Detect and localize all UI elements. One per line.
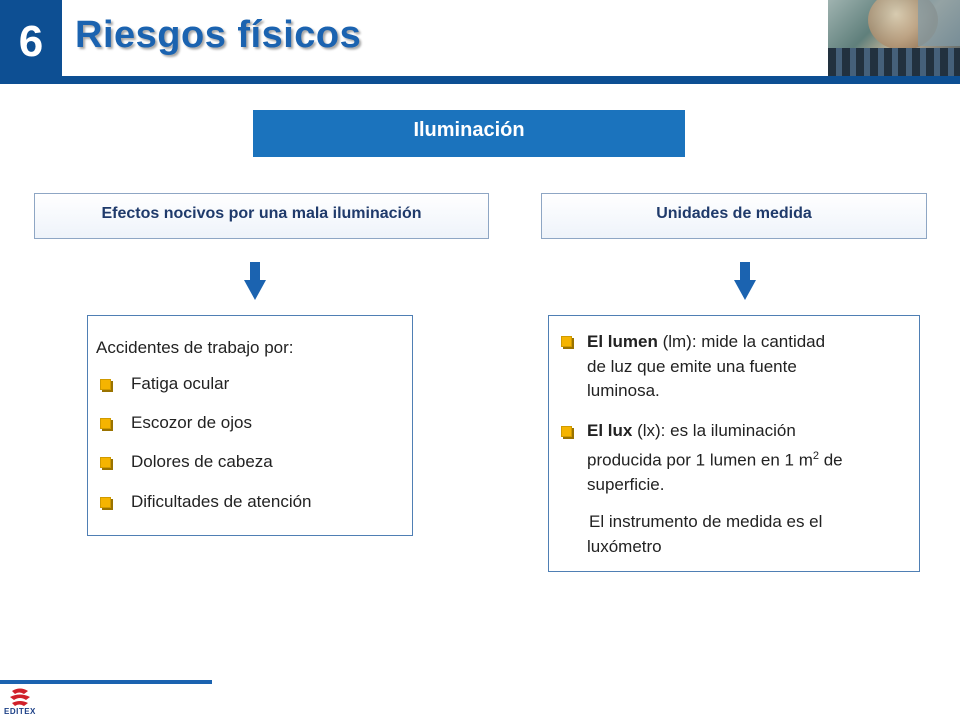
list-item: Dolores de cabeza (131, 452, 273, 471)
note-line1: El instrumento de medida es el (589, 512, 823, 531)
down-arrow-icon (244, 262, 266, 300)
list-item: Dificultades de atención (131, 492, 312, 511)
right-column-header: Unidades de medida (541, 193, 927, 239)
footer-divider (0, 680, 212, 684)
lumen-line2: de luz que emite una fuente (587, 356, 797, 376)
bullet-icon (100, 418, 111, 429)
lumen-line1: (lm): mide la cantidad (657, 332, 826, 351)
bullet-icon (100, 379, 111, 390)
lumen-term: El lumen (587, 332, 658, 351)
lux-definition (587, 419, 912, 497)
bullet-icon (561, 426, 572, 437)
lux-term: El lux (587, 421, 633, 440)
down-arrow-icon (734, 262, 756, 300)
left-column-header: Efectos nocivos por una mala iluminación (34, 193, 489, 239)
list-item: Fatiga ocular (131, 374, 230, 393)
section-title: Iluminación (253, 110, 685, 157)
header-photo (828, 0, 960, 76)
lux-line3: superficie. (587, 474, 665, 494)
lux-line2b: de (818, 450, 843, 470)
left-intro-text: Accidentes de trabajo por: (96, 338, 294, 357)
instrument-note (587, 510, 912, 559)
lux-line1: (lx): es la iluminación (632, 421, 796, 440)
footer-logo-text: EDITEX (4, 707, 36, 716)
lumen-definition (587, 330, 912, 404)
list-item: Escozor de ojos (131, 413, 252, 432)
note-line2: luxómetro (587, 536, 662, 556)
bullet-icon (561, 336, 572, 347)
bullet-icon (100, 457, 111, 468)
chapter-number: 6 (18, 17, 44, 66)
lux-superscript: 2 (812, 449, 819, 462)
lux-line2a: producida por 1 lumen en 1 m (587, 450, 813, 470)
lumen-line3: luminosa. (587, 381, 660, 400)
page-title: Riesgos físicos (75, 14, 362, 56)
bullet-icon (100, 497, 111, 508)
